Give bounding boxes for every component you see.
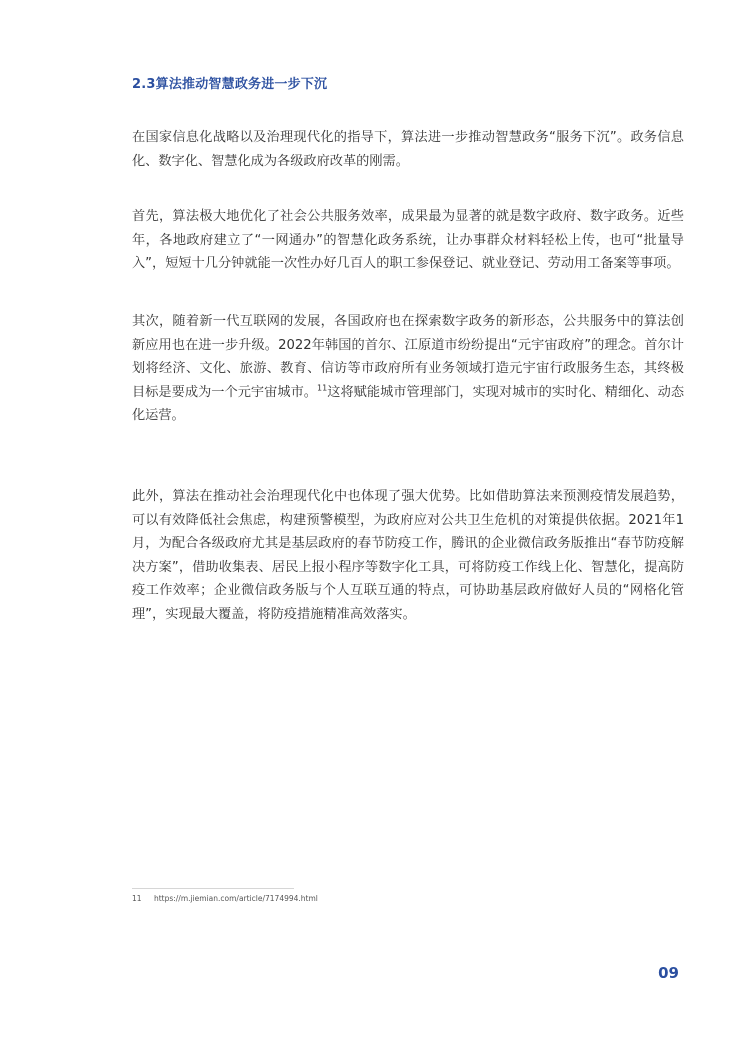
section-heading: 2.3算法推动智慧政务进一步下沉 bbox=[132, 77, 328, 92]
footnote-divider bbox=[132, 888, 294, 889]
paragraph-second-text-a: 其次，随着新一代互联网的发展，各国政府也在探索数字政务的新形态，公共服务中的算法创新应用也在进一步升级。2022年韩国的首尔、江原道市纷纷提出“元宇宙政府”的理念。首尔计划将经济、文化、旅游、教育、信访等市政府所有业务领域打造元宇宙行政服务生态，其终极目标是要成为一个元宇宙城市。 bbox=[132, 314, 684, 400]
footnote bbox=[132, 894, 318, 903]
paragraph-moreover: 此外，算法在推动社会治理现代化中也体现了强大优势。比如借助算法来预测疫情发展趋势，可以有效降低社会焦虑，构建预警模型，为政府应对公共卫生危机的对策提供依据。2021年1月，为配合各级政府尤其是基层政府的春节防疫工作，腾讯的企业微信政务版推出“春节防疫解决方案”，借助收集表、居民上报小程序等数字化工具，可将防疫工作线上化、智慧化，提高防疫工作效率；企业微信政务版与个人互联互通的特点，可协助基层政府做好人员的“网格化管理”，实现最大覆盖，将防疫措施精准高效落实。 bbox=[132, 489, 684, 622]
page-number: 09 bbox=[658, 964, 679, 982]
footnote-link[interactable]: https://m.jiemian.com/article/7174994.html bbox=[153, 894, 318, 903]
footnote-reference[interactable]: 11 bbox=[317, 383, 328, 393]
paragraph-intro: 在国家信息化战略以及治理现代化的指导下，算法进一步推动智慧政务“服务下沉”。政务信息化、数字化、智慧化成为各级政府改革的刚需。 bbox=[132, 130, 684, 169]
paragraph-first: 首先，算法极大地优化了社会公共服务效率，成果最为显著的就是数字政府、数字政务。近些年，各地政府建立了“一网通办”的智慧化政务系统，让办事群众材料轻松上传，也可“批量导入”，短短十几分钟就能一次性办好几百人的职工参保登记、就业登记、劳动用工备案等事项。 bbox=[132, 209, 684, 271]
paragraph-second bbox=[132, 310, 684, 428]
footnote-number: 11 bbox=[132, 894, 142, 903]
paragraph-second-text-b: 这将赋能城市管理部门，实现对城市的实时化、精细化、动态化运营。 bbox=[132, 384, 685, 423]
